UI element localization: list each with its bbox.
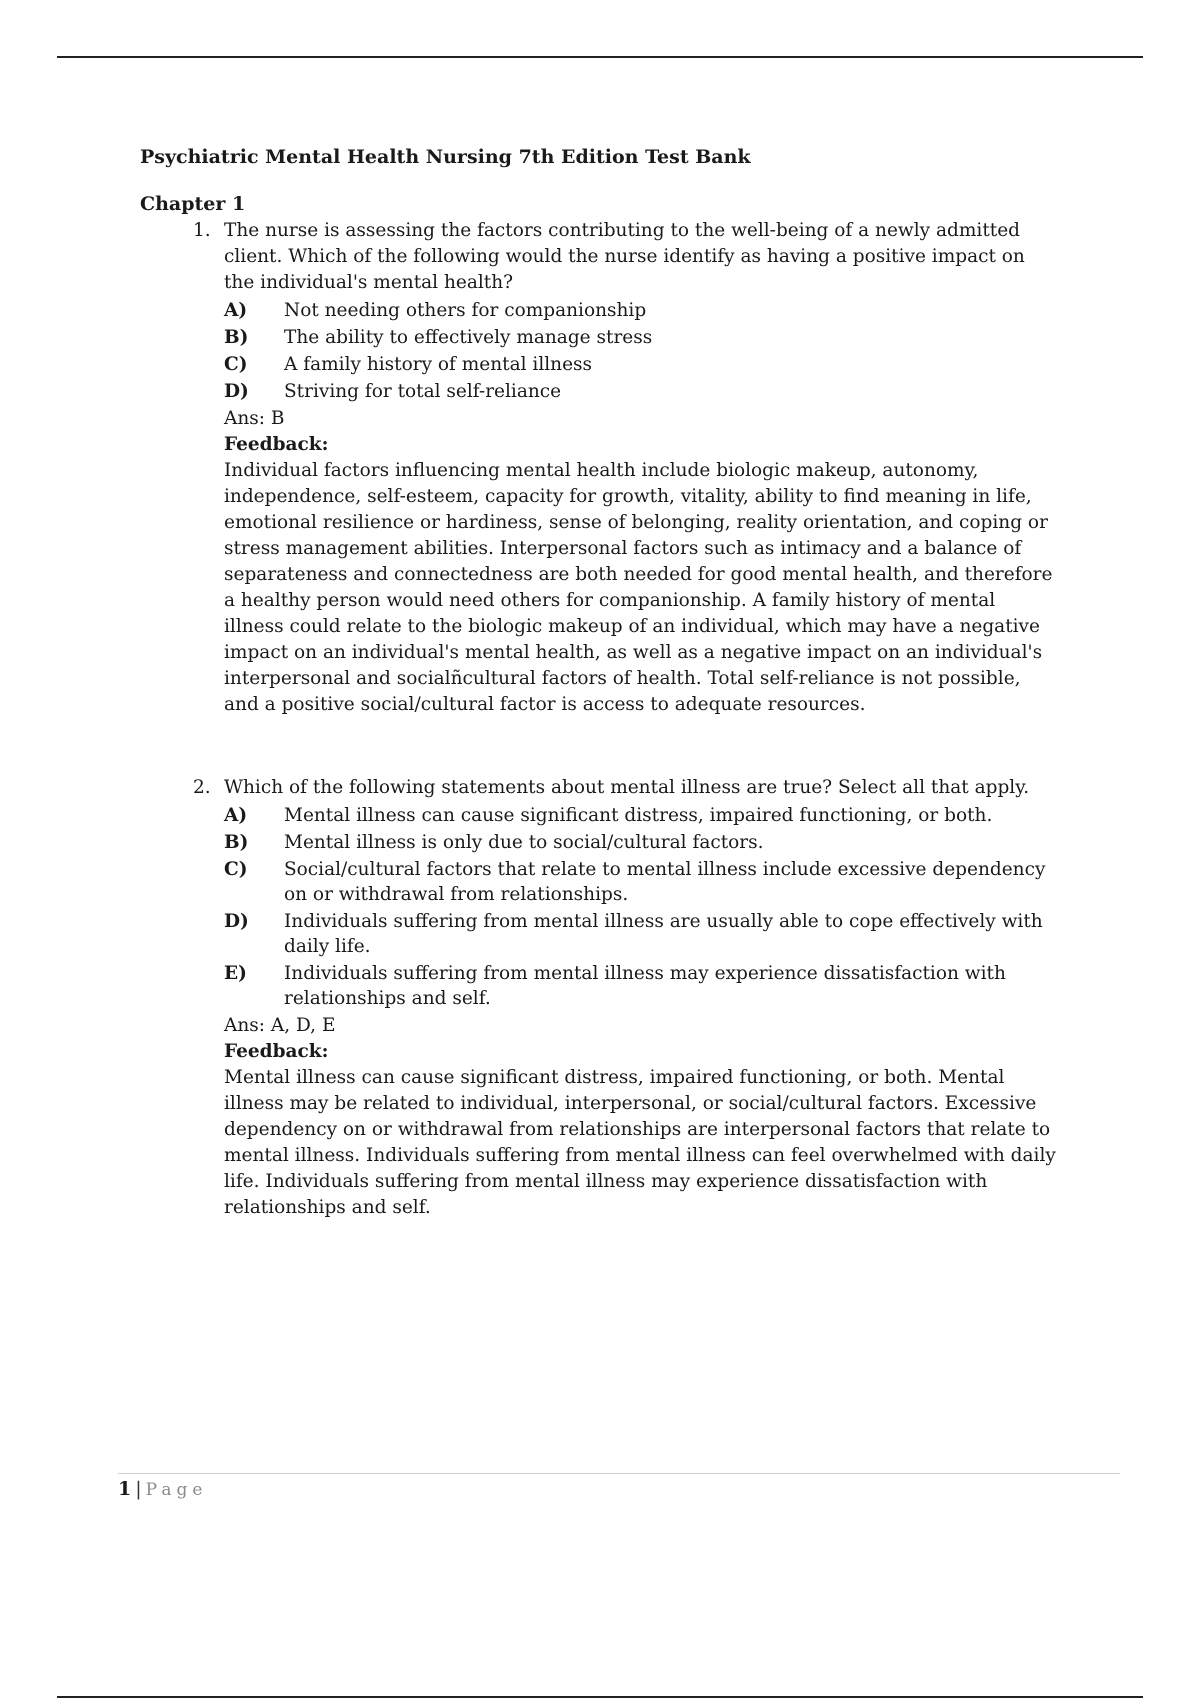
option-e bbox=[224, 961, 1060, 1011]
option-letter: B) bbox=[224, 832, 249, 853]
option-letter: C) bbox=[224, 354, 248, 375]
question-number: 2. bbox=[193, 777, 211, 798]
option-c bbox=[224, 352, 1060, 377]
option-letter: C) bbox=[224, 859, 248, 880]
answer-key: Ans: A, D, E bbox=[224, 1015, 336, 1036]
question-number: 1. bbox=[193, 220, 211, 241]
option-a bbox=[224, 803, 1060, 828]
question-1 bbox=[140, 218, 1060, 718]
footer-rule bbox=[118, 1473, 1120, 1474]
option-text: Mental illness is only due to social/cultural factors. bbox=[284, 832, 764, 853]
page-footer bbox=[118, 1478, 207, 1500]
option-a bbox=[224, 298, 1060, 323]
option-letter: B) bbox=[224, 327, 249, 348]
feedback-text: Mental illness can cause significant distress, impaired functioning, or both. Mental illness may be related to individual, interpersonal, or social/cultural factors. Excessive dependency on or withdrawal from relationships are interpersonal factors that relate to mental illness. Individuals suffering from mental illness can feel overwhelmed with daily life. Individuals suffering from mental illness may experience dissatisfaction with relationships and self. bbox=[224, 1067, 1056, 1218]
option-letter: D) bbox=[224, 911, 249, 932]
option-text: Social/cultural factors that relate to mental illness include excessive dependency on or withdrawal from relationships. bbox=[284, 859, 1046, 905]
option-text: Individuals suffering from mental illness may experience dissatisfaction with relationships and self. bbox=[284, 963, 1006, 1009]
option-d bbox=[224, 379, 1060, 404]
option-text: Individuals suffering from mental illness are usually able to cope effectively with daily life. bbox=[284, 911, 1043, 957]
option-list bbox=[224, 803, 1060, 1011]
option-text: Mental illness can cause significant distress, impaired functioning, or both. bbox=[284, 805, 993, 826]
feedback-text: Individual factors influencing mental health include biologic makeup, autonomy, independence, self-esteem, capacity for growth, vitality, ability to find meaning in life, emotional resilience or hardiness, sense of belonging, reality orientation, and coping or stress management abilities. Interpersonal factors such as intimacy and a balance of separateness and connectedness are both needed for good mental health, and therefore a healthy person would need others for companionship. A family history of mental illness could relate to the biologic makeup of an individual, which may have a negative impact on an individual's mental health, as well as a negative impact on an individual's interpersonal and socialñcultural factors of health. Total self-reliance is not possible, and a positive social/cultural factor is access to adequate resources. bbox=[224, 460, 1053, 715]
bottom-rule bbox=[57, 1696, 1143, 1698]
option-text: The ability to effectively manage stress bbox=[284, 327, 653, 348]
question-stem: The nurse is assessing the factors contributing to the well-being of a newly admitted client. Which of the following would the nurse identify as having a positive impact on the individual's mental health? bbox=[224, 220, 1025, 293]
option-text: A family history of mental illness bbox=[284, 354, 593, 375]
document-title: Psychiatric Mental Health Nursing 7th Edition Test Bank bbox=[140, 146, 751, 168]
question-2 bbox=[140, 775, 1060, 1221]
chapter-heading: Chapter 1 bbox=[140, 193, 246, 215]
question-stem: Which of the following statements about mental illness are true? Select all that apply. bbox=[224, 777, 1030, 798]
option-text: Not needing others for companionship bbox=[284, 300, 647, 321]
option-letter: A) bbox=[224, 300, 248, 321]
footer-separator: | bbox=[135, 1478, 142, 1500]
feedback-label: Feedback: bbox=[224, 1041, 329, 1062]
page-label: Page bbox=[145, 1480, 208, 1500]
option-d bbox=[224, 909, 1060, 959]
option-c bbox=[224, 857, 1060, 907]
option-letter: D) bbox=[224, 381, 249, 402]
option-text: Striving for total self-reliance bbox=[284, 381, 562, 402]
page-number: 1 bbox=[118, 1478, 132, 1500]
top-rule bbox=[57, 56, 1143, 58]
option-letter: E) bbox=[224, 963, 247, 984]
option-b bbox=[224, 325, 1060, 350]
option-letter: A) bbox=[224, 805, 248, 826]
option-list bbox=[224, 298, 1060, 404]
option-b bbox=[224, 830, 1060, 855]
document-body bbox=[140, 144, 1060, 1221]
feedback-label: Feedback: bbox=[224, 434, 329, 455]
answer-key: Ans: B bbox=[224, 408, 285, 429]
